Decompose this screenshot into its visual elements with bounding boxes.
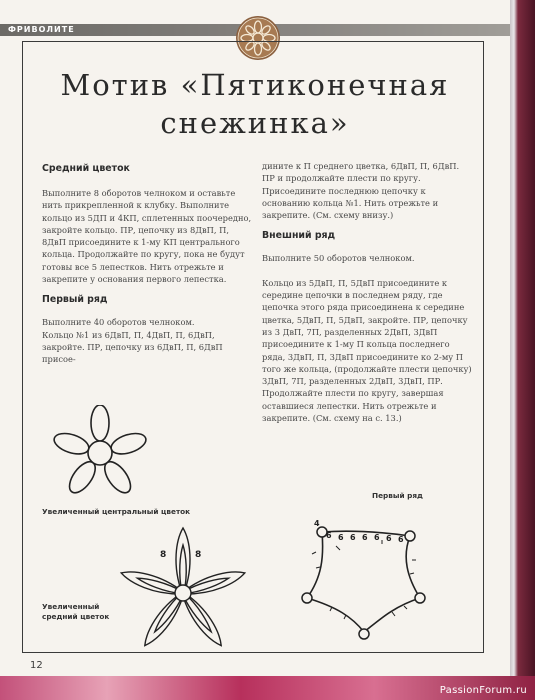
page-title [30, 66, 480, 142]
section-label: ФРИВОЛИТЕ [8, 25, 75, 34]
middle-flower-count-right: 8 [195, 550, 202, 560]
caption-middle-line-1: Увеличенный [42, 602, 100, 611]
caption-middle-flower [42, 602, 109, 622]
page-number: 12 [30, 660, 43, 671]
title-line-2: снежинка» [160, 106, 350, 140]
caption-first-row: Первый ряд [372, 491, 423, 500]
middle-flower-diagram [110, 525, 260, 655]
caption-middle-line-2: средний цветок [42, 612, 110, 621]
row-count-5: 6 [374, 533, 380, 542]
row-count-1: 6 [326, 531, 332, 540]
paragraph-middle-flower: Выполните 8 оборотов челноком и оставьте нить прикрепленной к клубку. Выполните кольцо из 5ДП и 4КП, сплетенных поочередно, закройте кольцо. ПР, цепочку из 8ДвП, П, 8ДвП присоедините к 1-му КП центрального кольца. Продолжайте по кругу, пока не будут готовы все 5 лепестков. Нить отрежьте и закрепите у основания первого лепестка. [42, 188, 252, 285]
first-row-diagram [292, 512, 442, 652]
watermark: PassionForum.ru [439, 685, 527, 696]
central-flower-diagram [50, 405, 150, 500]
paragraph-outer-row-intro: Выполните 50 оборотов челноком. [262, 253, 415, 264]
row-count-3: 6 [350, 533, 356, 542]
text-column-right [262, 160, 472, 430]
row-count-6: 6 [386, 534, 392, 543]
paragraph-outer-row-ring: Кольцо из 5ДвП, П, 5ДвП присоедините к середине цепочки в последнем ряду, где цепочка этого ряда присоединена к середине цветка, 5ДвП, П, 5ДвП, закройте. ПР, цепочку из 3 ДвП, 7П, разделенных 2ДвП, 3ДвП присоедините к 1-му П кольца последнего ряда, 3ДвП, П, 3ДвП присоедините ко 2-му П того же кольца, (продолжайте плести цепочку) 3ДвП, 7П, разделенных 2ДвП, 3ДвП, ПР. Продолжайте плести по кругу, завершая оставшиеся лепестки. Нить отрежьте и закрепите. (См. схему на с. 13.) [262, 277, 472, 424]
text-column-left [42, 160, 252, 372]
heading-outer-row: Внешний ряд [262, 230, 336, 242]
book-edge [510, 0, 535, 700]
caption-central-flower: Увеличенный центральный цветок [42, 507, 191, 516]
row-count-0: 4 [314, 519, 320, 528]
row-count-4: 6 [362, 533, 368, 542]
title-line-1: Мотив «Пятиконечная [60, 68, 450, 102]
heading-middle-flower: Средний цветок [42, 163, 130, 174]
row-count-7: 6 [398, 535, 404, 544]
middle-flower-count-left: 8 [160, 550, 167, 560]
heading-first-row: Первый ряд [42, 294, 108, 306]
row-count-2: 6 [338, 533, 344, 542]
paragraph-first-row-intro: Выполните 40 оборотов челноком. [42, 317, 195, 328]
paragraph-first-row-ring: Кольцо №1 из 6ДвП, П, 4ДвП, П, 6ДвП, закройте. ПР, цепочку из 6ДвП, П, 6ДвП присое- [42, 329, 223, 365]
paragraph-first-row-cont: дините к П среднего цветка, 6ДвП, П, 6ДвП. ПР и продолжайте плести по кругу. Присоедините последнюю цепочку к основанию кольца №1. Нить отрежьте и закрепите. (См. схему внизу.) [262, 161, 460, 221]
